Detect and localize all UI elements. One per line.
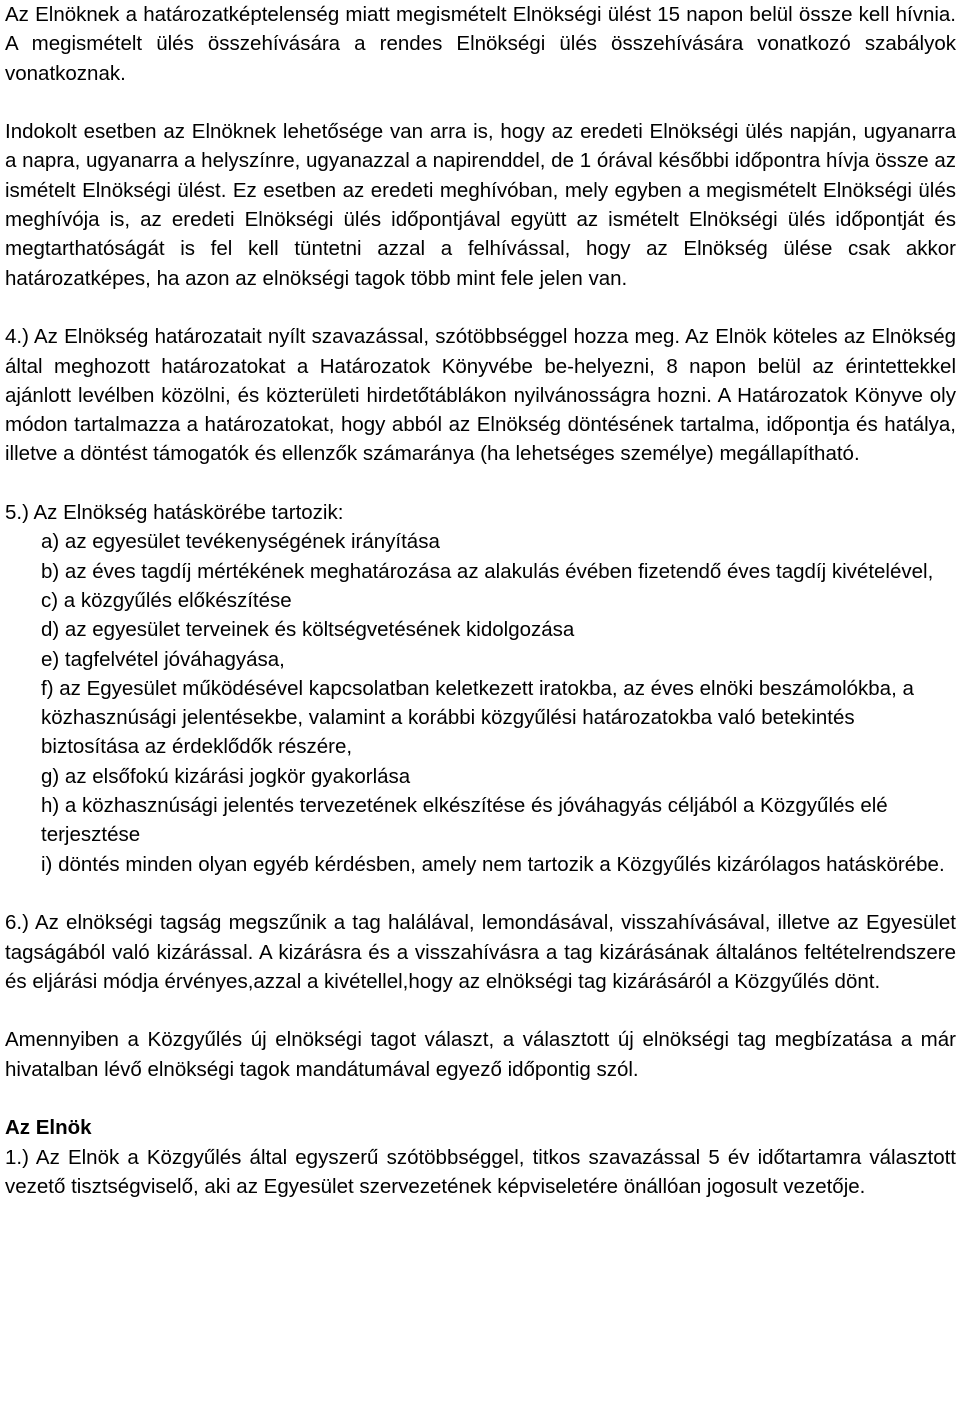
paragraph-section-4: 4.) Az Elnökség határozatait nyílt szavazással, szótöbbséggel hozza meg. Az Elnök köteles az Elnökség által meghozott határozatokat a Határozatok Könyvébe be-helyezni, 8 napon belül az érintettekkel ajánlott levélben közölni, és közterületi hirdetőtáblákon nyilvánosságra hozni. A Határozatok Könyve oly módon tartalmazza a határozatokat, hogy abból az Elnökség döntésének tartalma, időpontja és hatálya, illetve a döntést támogatók és ellenzők számaránya (ha lehetséges személye) megállapítható. <box>5 325 956 466</box>
competence-list <box>5 527 956 879</box>
list-item: c) a közgyűlés előkészítése <box>41 588 292 612</box>
paragraph-repeated-meeting: Az Elnöknek a határozatképtelenség miatt megismételt Elnökségi ülést 15 napon belül össze kell hívnia. A megismételt ülés összehívására a rendes Elnökségi ülés összehívására vonatkozó szabályok vonatkoznak. <box>5 3 956 85</box>
list-item: a) az egyesület tevékenységének irányítása <box>41 530 440 554</box>
paragraph-justified-case: Indokolt esetben az Elnöknek lehetősége van arra is, hogy az eredeti Elnökségi ülés napján, ugyanarra a napra, ugyanarra a helyszínre, ugyanazzal a napirenddel, de 1 órával későbbi időpontra hívja össze az ismételt Elnökségi ülést. Ez esetben az eredeti meghívóban, mely egyben a megismételt Elnökségi ülés meghívója is, az eredeti Elnökségi ülés időpontjával együtt az ismételt Elnökségi ülés időpontját és megtarthatóságát is fel kell tüntetni azzal a felhívással, hogy az Elnökség ülése csak akkor határozatképes, ha azon az elnökségi tagok több mint fele jelen van. <box>5 120 956 290</box>
paragraph-section-6: 6.) Az elnökségi tagság megszűnik a tag halálával, lemondásával, visszahívásával, illetve az Egyesület tagságából való kizárással. A kizárásra és a visszahívásra a tag kizárásának általános feltételrendszere és eljárási módja érvényes,azzal a kivétellel,hogy az elnökségi tag kizárásáról a Közgyűlés dönt. <box>5 911 956 993</box>
list-item: e) tagfelvétel jóváhagyása, <box>41 647 285 671</box>
list-item: b) az éves tagdíj mértékének meghatározása az alakulás évében fizetendő éves tagdíj kivételével, <box>41 559 934 583</box>
list-item: f) az Egyesület működésével kapcsolatban keletkezett iratokba, az éves elnöki beszámolókba, a közhasznúsági jelentésekbe, valamint a korábbi közgyűlési határozatokba való betekintés biztosítása az érdeklődők részére, <box>41 676 914 759</box>
list-item: d) az egyesület terveinek és költségvetésének kidolgozása <box>41 618 575 642</box>
paragraph-new-member: Amennyiben a Közgyűlés új elnökségi tagot választ, a választott új elnökségi tag megbízatása a már hivatalban lévő elnökségi tagok mandátumával egyező időpontig szól. <box>5 1028 956 1081</box>
list-item: h) a közhasznúsági jelentés tervezetének elkészítése és jóváhagyás céljából a Közgyűlés elé terjesztése <box>41 794 888 847</box>
section-heading-elnok: Az Elnök <box>5 1116 92 1140</box>
list-item: i) döntés minden olyan egyéb kérdésben, amely nem tartozik a Közgyűlés kizárólagos hatáskörébe. <box>41 852 945 876</box>
paragraph-section-5-intro: 5.) Az Elnökség hatáskörébe tartozik: <box>5 501 344 525</box>
list-item: g) az elsőfokú kizárási jogkör gyakorlása <box>41 764 411 788</box>
paragraph-elnok-1: 1.) Az Elnök a Közgyűlés által egyszerű szótöbbséggel, titkos szavazással 5 év időtartamra választott vezető tisztségviselő, aki az Egyesület szervezetének képviseletére önállóan jogosult vezetője. <box>5 1145 956 1198</box>
